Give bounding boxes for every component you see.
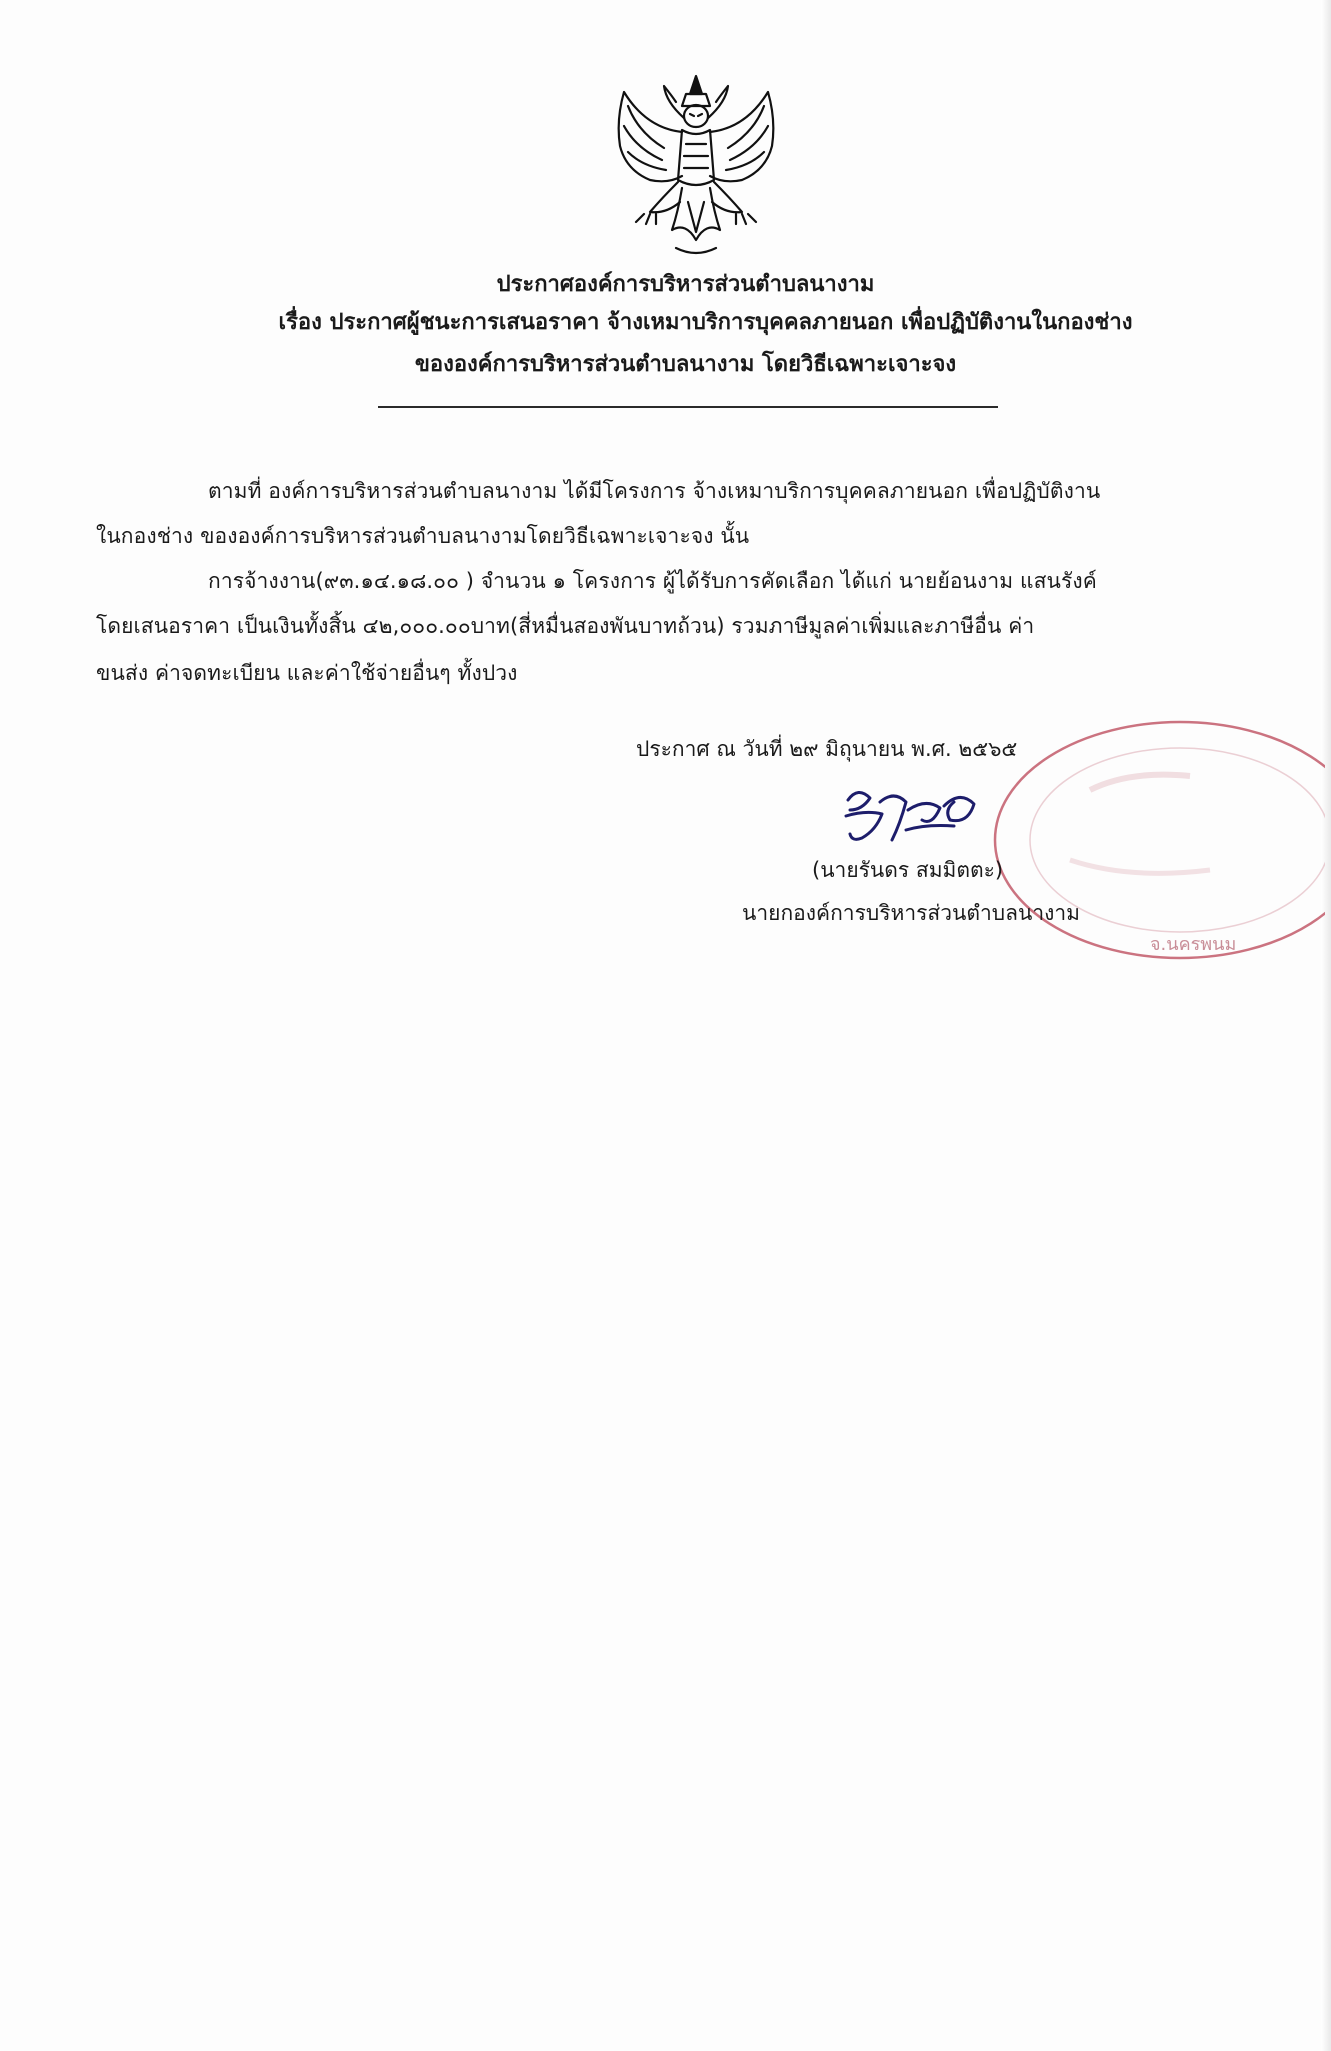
announcement-date: ประกาศ ณ วันที่ ๒๙ มิถุนายน พ.ศ. ๒๕๖๕: [636, 737, 1018, 761]
stamp-text: จ.นครพนม: [1150, 934, 1237, 955]
body-text-line: ในกองช่าง ขององค์การบริหารส่วนตำบลนางามโดยวิธีเฉพาะเจาะจง นั้น: [96, 524, 750, 548]
signer-title: นายกองค์การบริหารส่วนตำบลนางาม: [742, 901, 1081, 925]
announcement-subject-cont: ขององค์การบริหารส่วนตำบลนางาม โดยวิธีเฉพาะเจาะจง: [414, 352, 957, 377]
body-text-line: ขนส่ง ค่าจดทะเบียน และค่าใช้จ่ายอื่นๆ ทั้งปวง: [96, 661, 518, 685]
announcement-subject: เรื่อง ประกาศผู้ชนะการเสนอราคา จ้างเหมาบริการบุคคลภายนอก เพื่อปฏิบัติงานในกองช่าง: [278, 310, 1133, 335]
official-stamp: [980, 710, 1325, 980]
body-text-line: โดยเสนอราคา เป็นเงินทั้งสิ้น ๔๒,๐๐๐.๐๐บาท(สี่หมื่นสองพันบาทถ้วน) รวมภาษีมูลค่าเพิ่มและภาษีอื่น ค่า: [96, 614, 1035, 638]
signature-mark: [836, 780, 1016, 850]
announcement-title: ประกาศองค์การบริหารส่วนตำบลนางาม: [496, 272, 875, 297]
body-text-line: ตามที่ องค์การบริหารส่วนตำบลนางาม ได้มีโครงการ จ้างเหมาบริการบุคคลภายนอก เพื่อปฏิบัติงาน: [208, 479, 1101, 503]
body-text-line: การจ้างงาน(๙๓.๑๔.๑๘.๐๐ ) จำนวน ๑ โครงการ ผู้ได้รับการคัดเลือก ได้แก่ นายย้อนงาม แสนรังค์: [208, 569, 1097, 593]
heading-divider: [378, 406, 998, 408]
signer-name: (นายรันดร สมมิตตะ): [812, 858, 1004, 882]
garuda-emblem-icon: [606, 72, 786, 262]
